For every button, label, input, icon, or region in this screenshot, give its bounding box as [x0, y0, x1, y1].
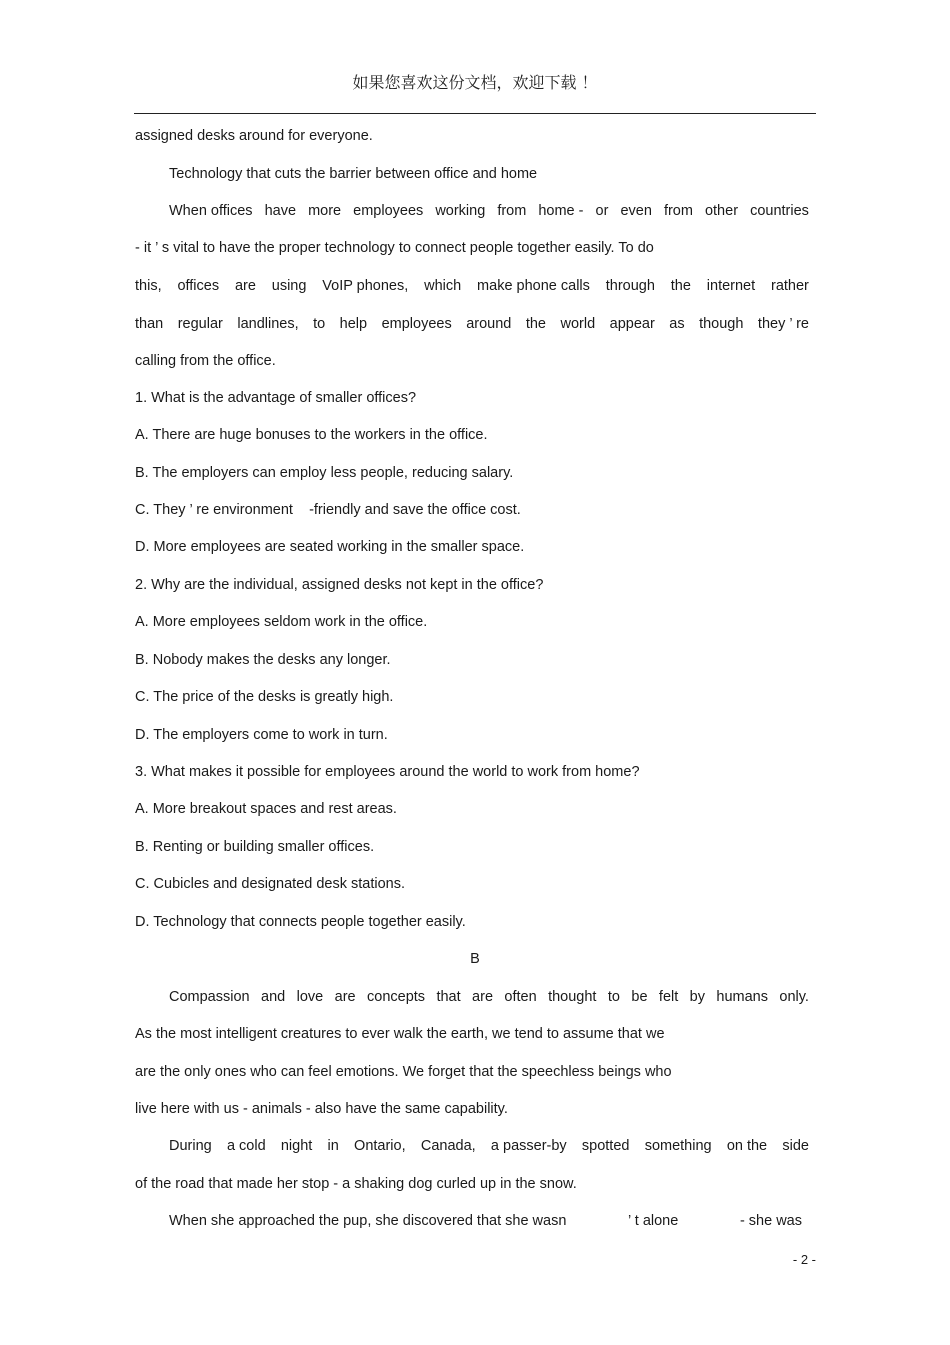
- paragraph-line: calling from the office.: [135, 353, 276, 369]
- word: this,: [135, 278, 162, 294]
- word: only.: [779, 989, 809, 1005]
- word: are: [234, 278, 256, 294]
- word: Canada,: [420, 1138, 476, 1154]
- word: which: [424, 278, 462, 294]
- word: employees: [353, 203, 424, 219]
- paragraph-line: - it ’ s vital to have the proper technology to connect people together easily. To do: [135, 240, 654, 256]
- word: a cold: [226, 1138, 266, 1154]
- word: humans: [716, 989, 768, 1005]
- word: thought: [548, 989, 597, 1005]
- word: countries: [750, 203, 809, 219]
- option-3d: D. Technology that connects people together easily.: [135, 914, 466, 930]
- section-label: B: [470, 951, 480, 967]
- word: During: [169, 1138, 212, 1154]
- justified-line: [135, 315, 809, 333]
- word: internet: [706, 278, 756, 294]
- word: or: [595, 203, 609, 219]
- word: landlines,: [237, 316, 299, 332]
- paragraph-line: are the only ones who can feel emotions. We forget that the speechless beings who: [135, 1064, 672, 1080]
- option-2b: B. Nobody makes the desks any longer.: [135, 652, 391, 668]
- option-3b: B. Renting or building smaller offices.: [135, 839, 375, 855]
- option-1c: C. They ’ re environment -friendly and save the office cost.: [135, 502, 521, 518]
- word: though: [699, 316, 744, 332]
- word: VoIP phones,: [322, 278, 409, 294]
- word: rather: [771, 278, 809, 294]
- word: to: [607, 989, 620, 1005]
- word: When she approached the pup, she discovered that she wasn: [169, 1213, 567, 1229]
- word: on the: [726, 1138, 768, 1154]
- word: love: [296, 989, 324, 1005]
- justified-line: [169, 202, 809, 220]
- word: are: [334, 989, 356, 1005]
- page-header: 如果您喜欢这份文档，欢迎下载 ！: [352, 73, 598, 92]
- word: and: [261, 989, 286, 1005]
- justified-line: [169, 1137, 809, 1155]
- word: are: [472, 989, 494, 1005]
- word: other: [704, 203, 739, 219]
- paragraph-line: live here with us - animals - also have the same capability.: [135, 1101, 508, 1117]
- word: appear: [609, 316, 655, 332]
- word: using: [271, 278, 307, 294]
- word: the: [670, 278, 691, 294]
- option-1d: D. More employees are seated working in the smaller space.: [135, 539, 525, 555]
- word: more: [308, 203, 342, 219]
- option-2d: D. The employers come to work in turn.: [135, 727, 388, 743]
- word: than: [135, 316, 164, 332]
- word: - she was: [739, 1213, 802, 1229]
- question-1: 1. What is the advantage of smaller offices?: [135, 390, 417, 406]
- word: spotted: [581, 1138, 630, 1154]
- word: Ontario,: [354, 1138, 406, 1154]
- word: to: [313, 316, 326, 332]
- word: something: [644, 1138, 712, 1154]
- word: a passer-by: [490, 1138, 567, 1154]
- paragraph-line: of the road that made her stop - a shaking dog curled up in the snow.: [135, 1176, 577, 1192]
- word: employees: [381, 316, 452, 332]
- page-number: - 2 -: [792, 1252, 816, 1267]
- word: felt: [658, 989, 679, 1005]
- word: in: [327, 1138, 339, 1154]
- option-2a: A. More employees seldom work in the office.: [135, 614, 428, 630]
- justified-line: [169, 1212, 802, 1230]
- word: be: [631, 989, 648, 1005]
- word: regular: [177, 316, 223, 332]
- subheading: Technology that cuts the barrier between office and home: [169, 166, 538, 182]
- word: offices: [177, 278, 220, 294]
- word: working: [435, 203, 486, 219]
- word: make phone calls: [477, 278, 590, 294]
- word: even: [620, 203, 652, 219]
- word: the: [525, 316, 546, 332]
- word: that: [436, 989, 461, 1005]
- question-2: 2. Why are the individual, assigned desks not kept in the office?: [135, 577, 544, 593]
- word: home -: [538, 203, 584, 219]
- justified-line: [169, 988, 809, 1006]
- word: ’ t alone: [628, 1213, 679, 1229]
- word: concepts: [367, 989, 426, 1005]
- justified-line: [135, 277, 809, 295]
- word: as: [669, 316, 685, 332]
- header-rule: [134, 113, 816, 114]
- word: side: [782, 1138, 809, 1154]
- word: from: [663, 203, 693, 219]
- option-1a: A. There are huge bonuses to the workers in the office.: [135, 427, 488, 443]
- option-2c: C. The price of the desks is greatly high.: [135, 689, 394, 705]
- word: night: [280, 1138, 313, 1154]
- word: help: [339, 316, 368, 332]
- word: around: [466, 316, 512, 332]
- option-3a: A. More breakout spaces and rest areas.: [135, 801, 397, 817]
- question-3: 3. What makes it possible for employees around the world to work from home?: [135, 764, 640, 780]
- paragraph-line: As the most intelligent creatures to ever walk the earth, we tend to assume that we: [135, 1026, 665, 1042]
- word: When offices: [169, 203, 253, 219]
- option-1b: B. The employers can employ less people, reducing salary.: [135, 465, 514, 481]
- word: have: [264, 203, 297, 219]
- word: Compassion: [169, 989, 250, 1005]
- word: often: [504, 989, 537, 1005]
- word: they ’ re: [757, 316, 809, 332]
- word: through: [605, 278, 655, 294]
- paragraph-line: assigned desks around for everyone.: [135, 128, 373, 144]
- word: from: [497, 203, 527, 219]
- word: world: [560, 316, 596, 332]
- option-3c: C. Cubicles and designated desk stations.: [135, 876, 406, 892]
- word: by: [689, 989, 705, 1005]
